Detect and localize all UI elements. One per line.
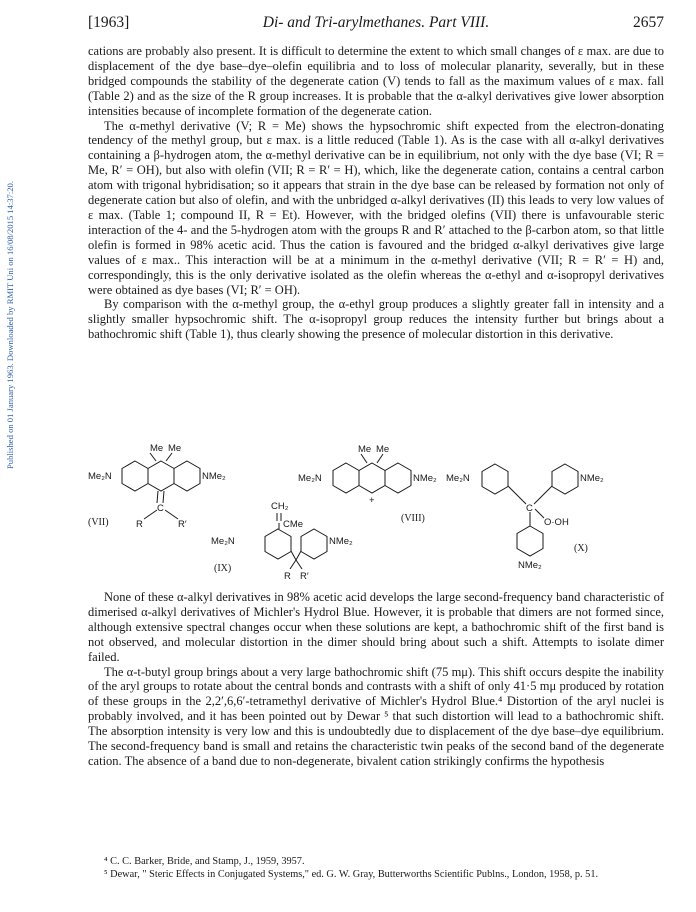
viii-nme2-right: NMe₂ bbox=[413, 473, 437, 484]
page-number: 2657 bbox=[633, 14, 664, 31]
structures-figure bbox=[88, 443, 664, 588]
ix-r: R bbox=[284, 571, 291, 582]
vii-r: R bbox=[136, 519, 143, 530]
body-text-top bbox=[88, 44, 664, 342]
x-oh: O·OH bbox=[544, 517, 569, 528]
structure-viii bbox=[333, 454, 411, 493]
vii-me-right: Me bbox=[168, 443, 182, 454]
vii-nme2-right: NMe₂ bbox=[202, 471, 226, 482]
footnotes bbox=[88, 856, 664, 881]
footnote-4: ⁴ C. C. Barker, Bride, and Stamp, J., 1959, 3957. bbox=[104, 856, 305, 867]
x-label: (X) bbox=[574, 543, 588, 554]
ix-ch2: CH₂ bbox=[271, 501, 289, 512]
ix-nme2-right: NMe₂ bbox=[329, 536, 353, 547]
ix-nme2-left: Me₂N bbox=[211, 536, 235, 547]
viii-me-right: Me bbox=[376, 444, 390, 455]
vii-rp: R′ bbox=[178, 519, 187, 530]
vii-c-atom: C bbox=[157, 503, 164, 514]
viii-plus: + bbox=[369, 495, 375, 506]
viii-nme2-left: Me₂N bbox=[298, 473, 322, 484]
ix-cme: CMe bbox=[283, 519, 304, 530]
paragraph-2: The α-methyl derivative (V; R = Me) shows the hypsochromic shift expected from the electron-donating tendency of the methyl group, but ε max. is a little reduced (Table 1). As is the case with all α-alkyl derivatives containing a β-hydrogen atom, the α-methyl derivative can be in equilibrium, not only with the dye base (VI; R = Me, R′ = OH), but also with olefin (VII; R = R′ = H), which, like the degenerate cation, contains a central carbon atom with trigonal hybridisation; so it appears that strain in the dye base can be released by formation not only of degenerate cation but also of olefin, and with the unbridged α-alkyl derivatives (II) this leads to very low values of ε max. (Table 1; compound II, R = Et). However, with the bridged olefins (VII) there is unfavourable steric interaction of the 4- and the 5-hydrogen atom with the groups R and R′ attached to the β-carbon atom, so that little olefin is formed in 98% acetic acid. Thus the cation is favoured and the bridged α-alkyl derivatives give large values of ε max.. This interaction will be at a minimum in the α-methyl derivative (VII; R = R′ = H) and, correspondingly, this is the only derivative isolated as the olefin whereas the α-ethyl and α-isopropyl derivatives were obtained as dye bases (VI; R′ = OH). bbox=[88, 118, 664, 297]
header-title: Di- and Tri-arylmethanes. Part VIII. bbox=[262, 14, 490, 31]
vii-label: (VII) bbox=[88, 517, 109, 528]
footnote-5: ⁵ Dewar, " Steric Effects in Conjugated Systems," ed. G. W. Gray, Butterworths Scientific Publns., London, 1958, p. 51. bbox=[104, 868, 599, 880]
header-year: [1963] bbox=[88, 14, 130, 31]
ix-rp: R′ bbox=[300, 571, 309, 582]
viii-me-left: Me bbox=[358, 444, 372, 455]
x-nme2-right: NMe₂ bbox=[580, 473, 604, 484]
ix-label: (IX) bbox=[214, 563, 232, 574]
x-nme2-bottom: NMe₂ bbox=[518, 560, 542, 571]
viii-label: (VIII) bbox=[401, 513, 425, 524]
paragraph-5: The α-t-butyl group brings about a very large bathochromic shift (75 mμ). This shift occurs despite the inability of the aryl groups to rotate about the central bonds and contrasts with a shift of only 41·5 mμ produced by rotation of these groups in the 2,2′,6,6′-tetramethyl derivative of Michler's Hydrol Blue.⁴ Distortion of the aryl nuclei is probably involved, and it has been pointed out by Dewar ⁵ that such distortion will lead to a bathochromic shift. The absorption intensity is very low and this is undoubtedly due to displacement of the dye base–dye equilibrium. The second-frequency band is small and retains the characteristic twin peaks of the second band of the degenerate cation. The absence of a band due to non-degenerate, bivalent cation strikingly confirms the hypothesis bbox=[88, 664, 664, 768]
chemical-structures bbox=[88, 443, 664, 588]
paragraph-3: By comparison with the α-methyl group, the α-ethyl group produces a slightly greater fall in intensity and a slightly smaller hypsochromic shift. The α-isopropyl group reduces the intensity further but brings about a bathochromic shift (Table 1), thus clearly showing the presence of molecular distortion in this derivative. bbox=[88, 297, 664, 342]
paragraph-1: cations are probably also present. It is difficult to determine the extent to which small changes of ε max. are due to displacement of the dye base–dye–olefin equilibria and to loss of molecular planarity, severally, but in these bridged compounds the stability of the degenerate cation (V) tends to fall as the maximum values of ε max. fall (Table 2) and as the size of the R group increases. It is probable that the α-alkyl derivatives give lower absorption intensities because of incomplete formation of the degenerate cation. bbox=[88, 44, 664, 118]
page-header bbox=[88, 14, 664, 36]
x-c-atom: C bbox=[526, 503, 533, 514]
download-side-note: Published on 01 January 1963. Downloaded by RMIT Uni on 16/08/2015 14:37:20. bbox=[5, 181, 15, 469]
vii-me-left: Me bbox=[150, 443, 164, 454]
paragraph-4: None of these α-alkyl derivatives in 98% acetic acid develops the large second-frequency band characteristic of dimerised α-alkyl derivatives of Michler's Hydrol Blue. However, it is probable that dimers are not formed since, although extensive spectral changes occur when these solutions are kept, a bathochromic shift of the first band is not observed, and molecular distortion in the dimer should bring about such a shift. Attempts to isolate dimer failed. bbox=[88, 590, 664, 664]
vii-nme2-left: Me₂N bbox=[88, 471, 112, 482]
body-text-bottom bbox=[88, 590, 664, 769]
x-nme2-left: Me₂N bbox=[446, 473, 470, 484]
